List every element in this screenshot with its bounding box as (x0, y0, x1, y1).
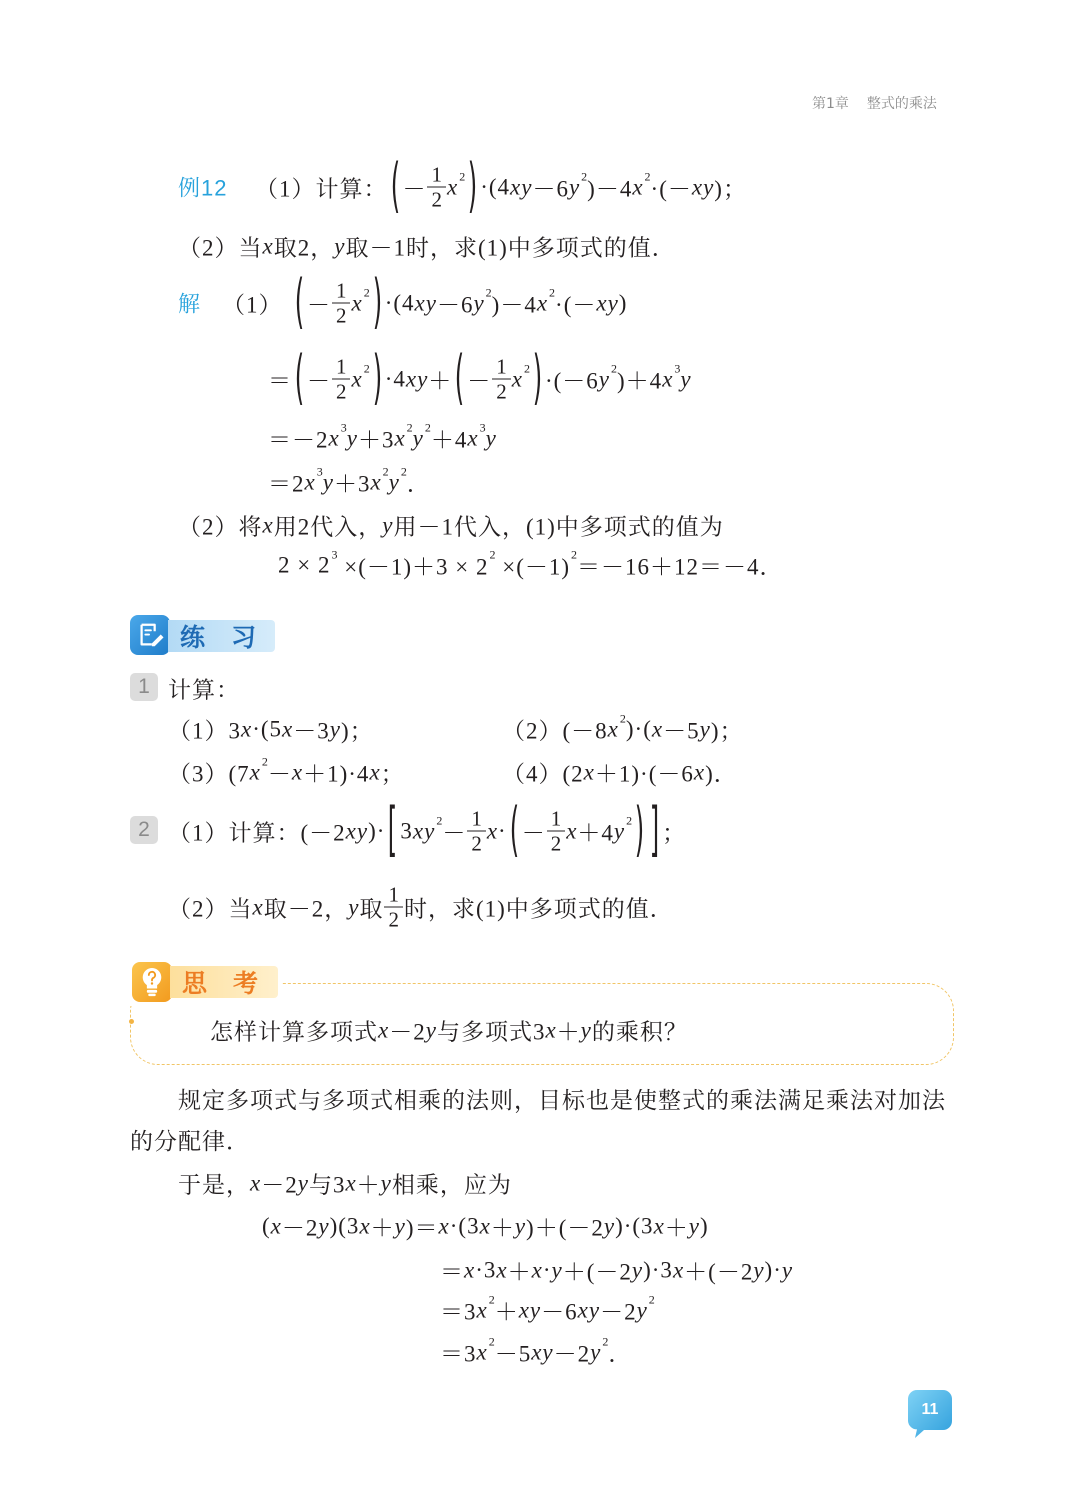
math-variable: x (479, 1213, 491, 1238)
math-superscript: 2 (485, 285, 492, 300)
fraction (492, 355, 511, 404)
chapter-title: 整式的乘法 (866, 96, 937, 112)
exercise-1-item-3 (168, 756, 405, 789)
running-header (812, 93, 937, 113)
math-text: ＋(－2 (684, 1259, 754, 1285)
fraction (427, 163, 446, 212)
math-variable: xy (414, 290, 437, 315)
math-variable: x (291, 759, 304, 784)
math-variable: x (531, 1257, 543, 1282)
math-text: 取－2， (263, 896, 349, 922)
math-text: 2 × 2 (278, 552, 331, 577)
fraction-denominator: 2 (332, 379, 351, 404)
math-variable: x (369, 759, 381, 784)
math-variable: y (334, 233, 346, 258)
math-text: ·(5 (252, 716, 283, 741)
exercise-2-item-1 (168, 797, 687, 865)
example-label: 例12 (178, 175, 228, 201)
fraction (332, 279, 351, 328)
math-variable: y (514, 1213, 527, 1238)
math-text: 相乘，应为 (391, 1172, 512, 1198)
math-text: ＋4 (577, 820, 614, 846)
math-superscript: 2 (602, 1334, 609, 1349)
math-text: －2 (281, 1215, 319, 1241)
math-text: ×(－1) (495, 554, 571, 580)
math-text: （2）(－8 (502, 718, 608, 744)
exercise-1-prompt: 计算： (168, 677, 240, 703)
exercise-number: 2 (138, 818, 150, 841)
body-paragraph: 规定多项式与多项式相乘的法则，目标也是使整式的乘法满足乘法对加法的分配律． (130, 1088, 946, 1154)
math-variable: x (545, 1017, 557, 1042)
math-superscript: 2 (523, 361, 530, 376)
math-text: （1）计算：(－2 (168, 820, 346, 846)
math-variable: x (351, 290, 363, 315)
math-text: ·(4 (480, 174, 511, 199)
math-text: ·(3 (449, 1213, 480, 1238)
math-variable: y (388, 469, 400, 494)
math-superscript: 2 (611, 361, 618, 376)
math-superscript: 2 (549, 285, 556, 300)
large-left-delimiter: ( (390, 153, 400, 221)
fraction-denominator: 2 (332, 303, 351, 328)
math-variable: x (607, 716, 619, 741)
fraction-numerator: 1 (550, 806, 562, 831)
math-text: ＝ (268, 368, 292, 394)
math-variable: xy (691, 174, 715, 199)
math-variable: x (345, 1170, 357, 1195)
math-variable: x (446, 174, 459, 199)
lightbulb-icon (138, 966, 166, 998)
fraction-denominator: 2 (384, 907, 403, 932)
fraction-numerator: 1 (335, 354, 347, 379)
math-superscript: 2 (488, 1292, 495, 1307)
math-text: 与3 (308, 1172, 346, 1198)
math-superscript: 3 (479, 420, 486, 435)
math-text: )－4 (587, 176, 633, 202)
math-superscript: 2 (648, 1292, 655, 1307)
math-variable: x (566, 818, 578, 843)
math-text: －6 (532, 176, 569, 202)
math-variable: x (486, 818, 499, 843)
math-variable: x (304, 469, 316, 494)
math-text: ＋ (356, 1172, 381, 1198)
math-text: 用2代入， (273, 514, 383, 540)
math-text: )·( (625, 716, 652, 741)
math-text: 与多项式3 (436, 1019, 546, 1045)
math-variable: x (632, 174, 644, 199)
math-text: ＝－2 (268, 427, 329, 453)
practice-icon-box (130, 615, 170, 655)
math-text: －5 (663, 718, 700, 744)
math-variable: x (378, 1017, 390, 1042)
math-variable: y (380, 1170, 392, 1195)
math-text: （4）(2 (502, 761, 584, 787)
page-number: 11 (921, 1401, 939, 1418)
math-text: ＋ (428, 368, 453, 394)
math-variable: y (781, 1257, 794, 1282)
exercise-1-item-4 (502, 756, 738, 789)
fraction (332, 355, 351, 404)
math-variable: xy (345, 818, 369, 843)
math-variable: x (262, 233, 274, 258)
math-text: 取 (359, 896, 384, 922)
fraction (467, 807, 486, 856)
math-text: 怎样计算多项式 (210, 1019, 378, 1045)
large-right-delimiter: ) (372, 269, 382, 337)
math-text: ＝ (440, 1259, 464, 1285)
derivation-line-4 (440, 1336, 632, 1369)
math-text: ＋1)·4 (303, 761, 370, 787)
fraction (547, 807, 566, 856)
exercise-1-item-2 (502, 713, 743, 746)
math-superscript: 2 (261, 754, 268, 769)
fraction-numerator: 1 (496, 354, 507, 379)
fraction-denominator: 2 (467, 831, 486, 856)
large-right-delimiter: ] (649, 797, 660, 865)
math-variable: x (662, 366, 674, 391)
math-variable: x (370, 469, 382, 494)
math-text: ·3 (475, 1257, 497, 1282)
math-superscript: 2 (619, 711, 626, 726)
math-variable: xy (405, 366, 429, 391)
solution-part-2 (178, 509, 724, 542)
math-variable: y (425, 1017, 437, 1042)
fraction-denominator: 2 (427, 187, 446, 212)
math-text: ＋ (370, 1215, 395, 1241)
large-left-delimiter: ( (294, 269, 305, 337)
math-variable: x (476, 1297, 488, 1322)
math-variable: y (348, 894, 360, 919)
math-text: － (267, 761, 292, 787)
solution-part-2-calculation (278, 549, 784, 582)
math-text: )· (764, 1257, 782, 1282)
math-text: )· (368, 818, 386, 843)
math-variable: xy (596, 290, 619, 315)
math-text: ＋ (490, 1215, 515, 1241)
math-text: )·(3 (615, 1213, 654, 1238)
math-variable: x (672, 1257, 685, 1282)
math-variable: xy (577, 1297, 601, 1322)
math-text: )(3 (329, 1213, 360, 1238)
math-text: ＝3 (440, 1341, 477, 1367)
math-variable: y (603, 1213, 616, 1238)
math-variable: y (636, 1297, 648, 1322)
math-variable: x (583, 759, 595, 784)
solution-step-1 (268, 345, 692, 413)
math-variable: x (262, 512, 274, 537)
math-variable: x (476, 1339, 488, 1364)
pencil-note-icon (136, 621, 164, 649)
math-text: ； (380, 761, 405, 787)
math-text: ·(－ (650, 176, 692, 202)
math-superscript: 3 (331, 547, 338, 562)
math-text: －2 (261, 1172, 298, 1198)
large-right-delimiter: ) (634, 797, 645, 865)
decorative-dot (129, 1019, 134, 1024)
derivation-line-2 (440, 1254, 793, 1287)
math-variable: y (631, 1257, 644, 1282)
math-text: 于是， (178, 1172, 250, 1198)
math-text: ＋3 (333, 471, 371, 497)
math-superscript: 2 (488, 1334, 495, 1349)
math-text: －6 (541, 1299, 578, 1325)
math-text: －5 (494, 1341, 532, 1367)
math-variable: x (511, 366, 523, 391)
math-text: ＋4 (430, 427, 468, 453)
math-text: ·4 (384, 366, 406, 391)
exercise-1-item-1 (168, 713, 374, 746)
math-variable: x (467, 425, 479, 450)
math-variable: x (328, 425, 340, 450)
math-variable: xy (518, 1297, 542, 1322)
math-text: （2）将 (178, 514, 263, 540)
math-text: ＋1)·(－6 (594, 761, 694, 787)
math-text: － (467, 368, 492, 394)
math-text: )． (705, 761, 738, 787)
math-text: － (306, 368, 331, 394)
math-text: － (442, 820, 467, 846)
large-left-delimiter: ( (294, 345, 305, 413)
solution-part-1-label: （1） (222, 292, 283, 318)
chapter-number: 第1章 (812, 96, 849, 112)
math-variable: y (699, 716, 711, 741)
think-question (210, 1014, 688, 1047)
math-text: ＋ (494, 1299, 519, 1325)
large-left-delimiter: [ (388, 797, 398, 865)
math-superscript: 2 (363, 285, 370, 300)
math-text: )·3 (643, 1257, 673, 1282)
math-text: )； (340, 718, 374, 744)
math-text: ＝3 (440, 1299, 477, 1325)
think-title: 思考 (182, 971, 285, 998)
math-variable: x (394, 425, 406, 450)
math-variable: y (680, 366, 692, 391)
math-text: )＋4 (617, 368, 663, 394)
think-title-banner (170, 966, 285, 998)
math-superscript: 2 (400, 464, 407, 479)
math-text: · (542, 1257, 552, 1282)
math-variable: x (653, 1213, 665, 1238)
math-text: 用－1代入，(1)中多项式的值为 (393, 514, 724, 540)
math-text: －6 (436, 292, 474, 318)
math-variable: y (580, 1017, 592, 1042)
math-text: )； (714, 176, 747, 202)
practice-title: 练习 (180, 625, 283, 652)
math-variable: x (282, 716, 294, 741)
math-variable: x (464, 1257, 476, 1282)
math-superscript: 2 (363, 361, 370, 376)
math-superscript: 2 (382, 464, 389, 479)
page-number-badge (906, 1388, 954, 1440)
practice-title-banner (168, 620, 283, 652)
math-text: ( (262, 1213, 271, 1238)
math-superscript: 2 (436, 813, 443, 828)
math-variable: y (485, 425, 497, 450)
math-superscript: 2 (489, 547, 496, 562)
math-text: 取－1时，求(1)中多项式的值． (345, 235, 676, 261)
math-text: · (498, 818, 507, 843)
fraction-numerator: 1 (471, 806, 482, 831)
example-question-1 (255, 153, 747, 221)
math-superscript: 3 (316, 464, 323, 479)
math-text: －3 (293, 718, 330, 744)
large-right-delimiter: ) (372, 345, 382, 413)
math-text: ＋(－2 (562, 1259, 632, 1285)
math-text: )； (710, 718, 744, 744)
math-text: )＋(－2 (526, 1215, 604, 1241)
math-variable: xy (510, 174, 533, 199)
math-variable: y (297, 1170, 309, 1195)
math-variable: y (329, 716, 341, 741)
fraction (384, 883, 403, 932)
math-variable: y (412, 425, 424, 450)
exercise-number: 1 (138, 675, 150, 698)
large-right-delimiter: ) (532, 345, 543, 413)
math-variable: y (382, 512, 394, 537)
math-text: ＝－16＋12＝－4． (577, 554, 784, 580)
fraction-denominator: 2 (492, 379, 511, 404)
math-text: －2 (600, 1299, 637, 1325)
math-variable: x (252, 894, 264, 919)
example-question-2 (178, 230, 676, 263)
derivation-line-1 (262, 1210, 709, 1243)
solution-part-1-expression (292, 269, 628, 337)
math-variable: x (241, 716, 253, 741)
solution-label: 解 (178, 291, 202, 317)
math-variable: x (693, 759, 706, 784)
math-text: （2）当 (168, 896, 253, 922)
math-text: ·(4 (384, 290, 415, 315)
math-variable: x (250, 1170, 262, 1195)
math-text: ． (608, 1341, 633, 1367)
fraction-numerator: 1 (431, 162, 442, 187)
math-text: 时，求(1)中多项式的值． (403, 896, 674, 922)
math-variable: x (536, 290, 549, 315)
math-text: ) (618, 290, 628, 315)
math-variable: y (688, 1213, 700, 1238)
exercise-2-item-2 (168, 883, 674, 932)
math-text: 的乘积？ (591, 1019, 688, 1045)
math-text: － (402, 176, 427, 202)
math-text: －2 (553, 1341, 591, 1367)
think-icon-box (132, 962, 172, 1002)
math-variable: x (496, 1257, 508, 1282)
math-text: － (521, 820, 546, 846)
exercise-2-number-badge (130, 816, 158, 844)
fraction-denominator: 2 (547, 831, 566, 856)
math-superscript: 2 (644, 169, 651, 184)
math-variable: y (473, 290, 485, 315)
math-variable: y (322, 469, 334, 494)
math-text: ＝2 (268, 471, 305, 497)
math-superscript: 2 (571, 547, 578, 562)
math-text: － (306, 292, 331, 318)
math-variable: x (359, 1213, 371, 1238)
derivation-line-3 (440, 1294, 655, 1327)
math-text: －2 (389, 1019, 426, 1045)
math-text: 取2， (273, 235, 335, 261)
math-variable: y (568, 174, 581, 199)
math-superscript: 3 (340, 420, 347, 435)
math-variable: x (270, 1213, 282, 1238)
large-left-delimiter: ( (455, 345, 465, 413)
math-text: ＋ (664, 1215, 689, 1241)
math-variable: y (598, 366, 611, 391)
fraction-numerator: 1 (335, 278, 347, 303)
math-superscript: 2 (459, 169, 466, 184)
math-variable: xy (531, 1339, 554, 1364)
math-variable: xy (412, 818, 436, 843)
math-text: （1）计算： (255, 176, 388, 202)
math-text: （2）当 (178, 235, 263, 261)
math-variable: y (346, 425, 358, 450)
math-text: 3 (400, 818, 413, 843)
math-text: ×(－1)＋3 × 2 (337, 554, 489, 580)
math-variable: y (590, 1339, 602, 1364)
math-superscript: 2 (406, 420, 413, 435)
math-text: ＋3 (357, 427, 395, 453)
fraction-numerator: 1 (388, 882, 399, 907)
solution-step-3 (268, 466, 431, 499)
math-variable: y (613, 818, 626, 843)
math-variable: x (351, 366, 363, 391)
math-text: ． (406, 471, 431, 497)
math-variable: x (438, 1213, 450, 1238)
math-text: )－4 (491, 292, 537, 318)
large-left-delimiter: ( (509, 797, 519, 865)
solution-step-2 (268, 422, 497, 455)
math-variable: y (318, 1213, 330, 1238)
body-intro (178, 1167, 512, 1200)
math-text: ； (662, 820, 687, 846)
math-superscript: 2 (626, 813, 633, 828)
math-text: ) (700, 1213, 709, 1238)
math-text: （1）3 (168, 718, 241, 744)
math-variable: y (753, 1257, 765, 1282)
math-variable: x (249, 759, 261, 784)
math-text: )＝ (405, 1215, 439, 1241)
math-variable: y (551, 1257, 563, 1282)
math-superscript: 3 (674, 361, 681, 376)
math-text: ·(－6 (544, 368, 599, 394)
math-text: （3）(7 (168, 761, 250, 787)
math-superscript: 2 (424, 420, 431, 435)
math-text: ＋ (507, 1259, 532, 1285)
math-text: ·(－ (555, 292, 597, 318)
exercise-1-number-badge (130, 673, 158, 701)
large-right-delimiter: ) (467, 153, 478, 221)
math-text: ＋ (556, 1019, 581, 1045)
math-variable: y (394, 1213, 406, 1238)
math-variable: x (651, 716, 664, 741)
math-superscript: 2 (581, 169, 588, 184)
